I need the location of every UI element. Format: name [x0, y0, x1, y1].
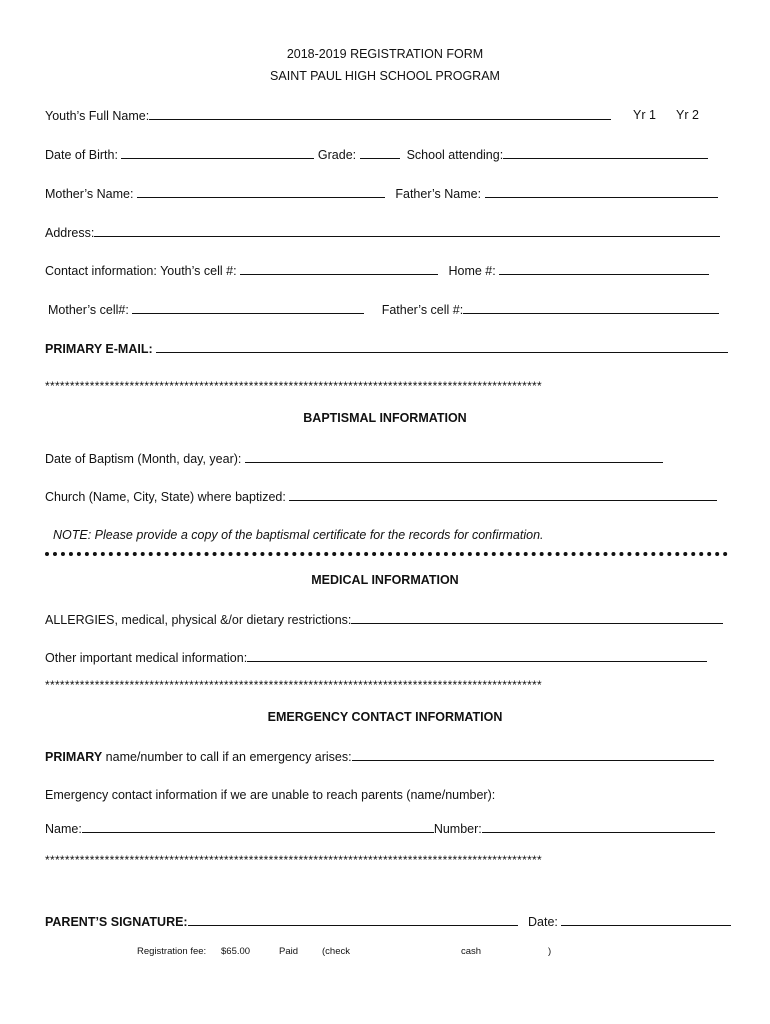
emergency-name-row — [45, 821, 715, 837]
father-cell-field[interactable] — [463, 302, 719, 314]
separator-stars: **************************************************************************************************** — [45, 679, 542, 691]
other-medical-row — [45, 650, 707, 666]
father-name-label: Father’s Name: — [395, 187, 482, 201]
parent-names-row — [45, 186, 718, 202]
fee-paid[interactable]: Paid — [279, 946, 299, 957]
emergency-name-label: Name: — [45, 822, 82, 836]
school-label: School attending: — [406, 148, 504, 162]
signature-row — [45, 914, 731, 930]
father-cell-label: Father’s cell #: — [381, 303, 464, 317]
baptism-date-row — [45, 451, 663, 467]
mother-cell-label: Mother’s cell#: — [48, 303, 129, 317]
fee-label: Registration fee: — [137, 946, 207, 957]
baptismal-heading: BAPTISMAL INFORMATION — [303, 411, 467, 425]
signature-label: PARENT’S SIGNATURE: — [45, 915, 188, 929]
baptism-note: NOTE: Please provide a copy of the baptismal certificate for the records for confirmation. — [53, 528, 544, 542]
emergency-number-field[interactable] — [482, 821, 715, 833]
email-field[interactable] — [156, 341, 728, 353]
church-field[interactable] — [289, 489, 717, 501]
school-field[interactable] — [503, 147, 708, 159]
address-label: Address: — [45, 226, 95, 240]
grade-label: Grade: — [317, 148, 357, 162]
primary-label: PRIMARY — [45, 750, 103, 764]
fee-amount: $65.00 — [221, 946, 251, 957]
church-label: Church (Name, City, State) where baptized: — [45, 490, 286, 504]
address-row — [45, 225, 720, 241]
dob-row — [45, 147, 708, 163]
signature-date-label: Date: — [528, 915, 558, 929]
emergency-alt-label: Emergency contact information if we are unable to reach parents (name/number): — [45, 788, 496, 802]
primary-label-rest: name/number to call if an emergency arises: — [102, 750, 352, 764]
dob-field[interactable] — [121, 147, 314, 159]
youth-name-row — [45, 108, 611, 124]
yr1-option[interactable]: Yr 1 — [633, 108, 656, 122]
emergency-heading: EMERGENCY CONTACT INFORMATION — [267, 710, 503, 724]
address-field[interactable] — [94, 225, 720, 237]
other-medical-label: Other important medical information: — [45, 651, 248, 665]
mother-cell-field[interactable] — [132, 302, 364, 314]
form-title: 2018-2019 REGISTRATION FORM — [286, 47, 484, 61]
allergies-field[interactable] — [351, 612, 723, 624]
parent-cells-row — [48, 302, 719, 318]
baptism-date-label: Date of Baptism (Month, day, year): — [45, 452, 242, 466]
signature-field[interactable] — [188, 914, 518, 926]
youth-cell-label: Contact information: Youth’s cell #: — [45, 264, 237, 278]
fee-close-paren: ) — [548, 946, 552, 957]
emergency-primary-row — [45, 749, 714, 765]
fee-check[interactable]: (check — [322, 946, 350, 957]
emergency-name-field[interactable] — [82, 821, 434, 833]
medical-heading: MEDICAL INFORMATION — [311, 573, 459, 587]
grade-field[interactable] — [360, 147, 400, 159]
youth-cell-field[interactable] — [240, 263, 438, 275]
signature-date-field[interactable] — [561, 914, 731, 926]
other-medical-field[interactable] — [247, 650, 707, 662]
email-row — [45, 341, 728, 357]
allergies-row — [45, 612, 723, 628]
church-row — [45, 489, 717, 505]
mother-name-label: Mother’s Name: — [45, 187, 134, 201]
allergies-label: ALLERGIES, medical, physical &/or dietary restrictions: — [45, 613, 352, 627]
dotted-divider — [45, 552, 728, 556]
emergency-primary-field[interactable] — [352, 749, 714, 761]
separator-stars: **************************************************************************************************** — [45, 854, 542, 866]
emergency-number-label: Number: — [433, 822, 482, 836]
youth-name-field[interactable] — [149, 108, 611, 120]
separator-stars: **************************************************************************************************** — [45, 380, 542, 392]
contact-row — [45, 263, 709, 279]
fee-cash[interactable]: cash — [461, 946, 482, 957]
baptism-date-field[interactable] — [245, 451, 663, 463]
youth-name-label: Youth’s Full Name: — [45, 109, 150, 123]
home-phone-field[interactable] — [499, 263, 709, 275]
form-subtitle: SAINT PAUL HIGH SCHOOL PROGRAM — [270, 69, 500, 83]
home-phone-label: Home #: — [448, 264, 496, 278]
yr2-option[interactable]: Yr 2 — [676, 108, 699, 122]
email-label: PRIMARY E-MAIL: — [45, 342, 153, 356]
dob-label: Date of Birth: — [45, 148, 118, 162]
mother-name-field[interactable] — [137, 186, 385, 198]
father-name-field[interactable] — [485, 186, 718, 198]
